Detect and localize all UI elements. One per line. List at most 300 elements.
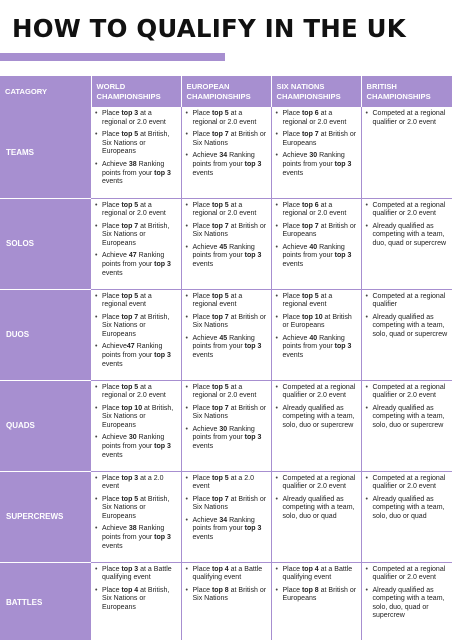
criteria-text: Place xyxy=(102,313,122,321)
criteria-highlight: top 3 xyxy=(244,160,262,168)
criteria-text: Already qualified as competing with a team, duo, quad or supercrew xyxy=(372,222,447,247)
criteria-item xyxy=(93,587,177,613)
criteria-list xyxy=(364,475,449,522)
criteria-text: Place xyxy=(192,565,212,573)
criteria-text: Place xyxy=(282,292,302,300)
criteria-list xyxy=(364,384,449,431)
criteria-item xyxy=(93,202,177,219)
criteria-cell xyxy=(361,289,452,380)
criteria-cell xyxy=(361,471,452,562)
criteria-text: Place xyxy=(192,404,212,412)
criteria-highlight: top 7 xyxy=(211,222,229,230)
criteria-text: Place xyxy=(192,292,212,300)
criteria-text: events xyxy=(102,360,123,368)
criteria-list xyxy=(364,293,449,340)
criteria-cell xyxy=(271,471,361,562)
category-label: SUPERCREWS xyxy=(0,471,91,562)
criteria-item xyxy=(364,202,449,219)
criteria-item xyxy=(93,384,177,401)
criteria-text: at a regional or 2.0 event xyxy=(282,110,347,126)
criteria-text: at a regional or 2.0 event xyxy=(192,110,257,126)
criteria-list xyxy=(184,110,267,178)
criteria-item xyxy=(274,293,357,310)
criteria-text: Place xyxy=(282,131,302,139)
criteria-text: Competed at a regional qualifier or 2.0 event xyxy=(372,565,446,582)
criteria-item xyxy=(274,110,357,127)
criteria-text: Competed at a regional qualifier or 2.0 event xyxy=(282,383,356,400)
criteria-text: Achieve xyxy=(192,425,220,433)
criteria-item xyxy=(184,131,267,148)
criteria-text: events xyxy=(102,542,123,550)
criteria-highlight: top 3 xyxy=(244,343,262,351)
criteria-highlight: top 7 xyxy=(211,131,229,139)
table-body xyxy=(0,107,452,640)
criteria-item xyxy=(274,587,357,604)
criteria-text: Ranking points from your xyxy=(102,252,165,269)
criteria-text: Achieve xyxy=(102,343,127,351)
criteria-item xyxy=(184,223,267,240)
criteria-text: at British or Six Nations xyxy=(192,131,267,147)
criteria-item xyxy=(93,293,177,310)
criteria-list xyxy=(93,566,177,613)
criteria-text: at British or Six Nations xyxy=(192,495,267,512)
criteria-text: events xyxy=(192,534,214,542)
criteria-text: at British, Six Nations or Europeans xyxy=(102,404,174,429)
criteria-item xyxy=(93,223,177,249)
criteria-list xyxy=(274,475,357,522)
criteria-item xyxy=(274,335,357,361)
criteria-list xyxy=(93,110,177,187)
criteria-item xyxy=(93,343,177,369)
criteria-text: Already qualified as competing with a team, solo, duo or supercrew xyxy=(282,404,355,429)
criteria-highlight: 30 xyxy=(128,434,137,442)
criteria-text: Ranking points from your xyxy=(102,343,163,360)
criteria-item xyxy=(184,496,267,513)
criteria-text: Place xyxy=(192,383,212,391)
criteria-highlight: top 3 xyxy=(154,261,171,269)
criteria-text: Place xyxy=(102,292,122,300)
criteria-highlight: top 3 xyxy=(334,343,352,351)
criteria-text: Place xyxy=(192,110,212,117)
criteria-highlight: top 7 xyxy=(211,404,229,412)
criteria-cell xyxy=(271,380,361,471)
criteria-text: at British or Six Nations xyxy=(192,313,267,330)
criteria-highlight: top 3 xyxy=(154,169,171,177)
criteria-text: Place xyxy=(102,131,122,139)
criteria-text: at British, Six Nations or Europeans xyxy=(102,222,170,247)
criteria-highlight: top 7 xyxy=(301,222,319,230)
criteria-list xyxy=(93,475,177,552)
criteria-highlight: top 7 xyxy=(121,313,139,321)
criteria-text: Ranking points from your xyxy=(192,425,255,442)
criteria-highlight: top 5 xyxy=(211,201,229,209)
criteria-cell xyxy=(91,380,181,471)
criteria-text: Place xyxy=(192,222,212,230)
criteria-text: Competed at a regional qualifier or 2.0 event xyxy=(372,474,446,491)
criteria-item xyxy=(93,405,177,431)
criteria-text: events xyxy=(282,169,304,177)
criteria-highlight: top 5 xyxy=(121,201,139,209)
criteria-text: at a regional or 2.0 event xyxy=(102,201,166,218)
criteria-text: at a 2.0 event xyxy=(192,474,254,491)
criteria-highlight: 34 xyxy=(219,152,228,160)
criteria-item xyxy=(184,293,267,310)
criteria-text: Place xyxy=(192,131,212,139)
criteria-item xyxy=(274,314,357,331)
criteria-text: at a Battle qualifying event xyxy=(102,565,172,582)
criteria-text: Place xyxy=(102,222,122,230)
criteria-text: Achieve xyxy=(102,160,129,168)
criteria-item xyxy=(364,384,449,401)
criteria-cell xyxy=(181,380,271,471)
criteria-list xyxy=(274,293,357,361)
criteria-highlight: top 5 xyxy=(121,383,139,391)
criteria-highlight: 38 xyxy=(128,525,137,533)
criteria-text: Ranking points from your xyxy=(192,516,255,533)
criteria-highlight: top 10 xyxy=(121,404,143,412)
table-row xyxy=(0,471,452,562)
criteria-text: at British, Six Nations or Europeans xyxy=(102,495,170,520)
criteria-text: Achieve xyxy=(192,516,220,524)
criteria-list xyxy=(274,384,357,431)
criteria-highlight: 45 xyxy=(219,334,228,342)
criteria-text: Already qualified as competing with a team, solo, duo, quad or supercrew xyxy=(372,586,445,620)
criteria-text: Ranking points from your xyxy=(282,152,345,168)
criteria-text: Place xyxy=(102,495,122,503)
criteria-item xyxy=(184,566,267,583)
criteria-item xyxy=(274,202,357,219)
criteria-highlight: top 6 xyxy=(301,201,319,209)
criteria-cell xyxy=(181,471,271,562)
criteria-text: Place xyxy=(192,495,212,503)
criteria-highlight: top 8 xyxy=(211,586,229,594)
criteria-text: Achieve xyxy=(192,152,220,160)
criteria-text: Ranking points from your xyxy=(102,160,165,177)
criteria-cell xyxy=(361,107,452,198)
criteria-item xyxy=(184,335,267,361)
criteria-text: at a regional or 2.0 event xyxy=(192,383,257,400)
criteria-text: Competed at a regional qualifier xyxy=(372,292,446,309)
criteria-item xyxy=(274,152,357,178)
criteria-text: at a regional or 2.0 event xyxy=(102,110,166,126)
criteria-item xyxy=(184,244,267,270)
criteria-highlight: 45 xyxy=(219,243,228,251)
criteria-text: at British or Europeans xyxy=(282,222,357,239)
criteria-cell xyxy=(271,289,361,380)
criteria-highlight: top 4 xyxy=(211,565,229,573)
criteria-text: Achieve xyxy=(282,243,310,251)
criteria-item xyxy=(184,475,267,492)
criteria-text: Ranking points from your xyxy=(192,334,255,351)
criteria-text: Place xyxy=(102,565,122,573)
column-header-world: WORLD CHAMPIONSHIPS xyxy=(91,76,181,107)
criteria-cell xyxy=(271,198,361,289)
criteria-item xyxy=(364,293,449,310)
criteria-cell xyxy=(271,107,361,198)
criteria-text: Competed at a regional qualifier or 2.0 event xyxy=(372,110,446,126)
criteria-text: at British, Six Nations or Europeans xyxy=(102,586,170,611)
criteria-text: Already qualified as competing with a team, solo, duo or supercrew xyxy=(372,404,445,429)
criteria-list xyxy=(93,293,177,370)
criteria-highlight: 30 xyxy=(219,425,228,433)
criteria-text: Place xyxy=(282,586,302,594)
criteria-item xyxy=(274,131,357,148)
criteria-list xyxy=(184,384,267,452)
criteria-text: Place xyxy=(192,313,212,321)
criteria-highlight: top 7 xyxy=(121,222,139,230)
criteria-highlight: top 7 xyxy=(211,313,229,321)
criteria-item xyxy=(364,587,449,621)
criteria-list xyxy=(274,202,357,270)
criteria-item xyxy=(274,566,357,583)
criteria-highlight: 47 xyxy=(128,252,137,260)
criteria-text: at British or Europeans xyxy=(282,131,357,147)
qualification-table xyxy=(0,76,452,640)
criteria-highlight: top 3 xyxy=(244,525,262,533)
criteria-text: at a regional event xyxy=(192,292,243,309)
criteria-item xyxy=(364,314,449,340)
criteria-text: events xyxy=(102,269,123,277)
criteria-text: Competed at a regional qualifier or 2.0 event xyxy=(372,383,446,400)
criteria-item xyxy=(93,496,177,522)
criteria-list xyxy=(93,384,177,461)
criteria-item xyxy=(184,314,267,331)
criteria-text: at a regional event xyxy=(282,292,333,309)
criteria-highlight: top 8 xyxy=(301,586,319,594)
criteria-text: Place xyxy=(102,383,122,391)
criteria-highlight: top 7 xyxy=(211,495,229,503)
criteria-cell xyxy=(361,562,452,640)
criteria-item xyxy=(274,223,357,240)
criteria-list xyxy=(364,566,449,622)
criteria-text: at a regional or 2.0 event xyxy=(282,201,347,218)
criteria-text: Ranking points from your xyxy=(192,243,255,260)
criteria-cell xyxy=(181,198,271,289)
criteria-text: Place xyxy=(102,474,122,482)
criteria-text: at British, Six Nations or Europeans xyxy=(102,131,170,156)
category-label: QUADS xyxy=(0,380,91,471)
criteria-item xyxy=(93,314,177,340)
criteria-item xyxy=(364,223,449,249)
criteria-highlight: top 5 xyxy=(121,495,139,503)
criteria-list xyxy=(274,566,357,604)
criteria-text: Competed at a regional qualifier or 2.0 event xyxy=(282,474,356,491)
criteria-cell xyxy=(181,107,271,198)
criteria-item xyxy=(93,566,177,583)
criteria-item xyxy=(274,496,357,522)
criteria-highlight: 40 xyxy=(309,243,318,251)
criteria-text: at British or Six Nations xyxy=(192,586,267,603)
criteria-text: events xyxy=(282,352,304,360)
criteria-text: Place xyxy=(102,110,122,117)
criteria-highlight: 34 xyxy=(219,516,228,524)
criteria-text: Achieve xyxy=(192,334,220,342)
criteria-highlight: top 3 xyxy=(121,565,139,573)
criteria-list xyxy=(364,110,449,127)
criteria-text: at a Battle qualifying event xyxy=(282,565,353,582)
criteria-highlight: top 3 xyxy=(334,160,352,168)
criteria-text: Achieve xyxy=(102,434,129,442)
criteria-list xyxy=(274,110,357,178)
criteria-highlight: top 5 xyxy=(211,474,229,482)
criteria-text: events xyxy=(192,443,214,451)
criteria-item xyxy=(184,405,267,422)
table-row xyxy=(0,562,452,640)
criteria-text: at British or Six Nations xyxy=(192,404,267,421)
criteria-highlight: top 6 xyxy=(301,110,319,117)
criteria-cell xyxy=(91,471,181,562)
criteria-highlight: top 3 xyxy=(334,252,352,260)
criteria-item xyxy=(364,566,449,583)
criteria-item xyxy=(184,587,267,604)
criteria-cell xyxy=(181,562,271,640)
criteria-item xyxy=(93,161,177,187)
criteria-item xyxy=(364,110,449,127)
criteria-text: at a regional event xyxy=(102,292,152,309)
criteria-text: Achieve xyxy=(102,525,129,533)
criteria-highlight: top 10 xyxy=(301,313,323,321)
criteria-cell xyxy=(361,380,452,471)
criteria-text: Ranking points from your xyxy=(282,334,345,351)
criteria-text: Already qualified as competing with a team, solo, duo or quad xyxy=(372,495,445,520)
criteria-text: at British, Six Nations or Europeans xyxy=(102,313,170,338)
criteria-highlight: top 7 xyxy=(301,131,319,139)
criteria-highlight: top 3 xyxy=(154,352,171,360)
criteria-text: Ranking points from your xyxy=(192,152,255,168)
criteria-cell xyxy=(271,562,361,640)
criteria-cell xyxy=(91,198,181,289)
criteria-text: Place xyxy=(192,201,212,209)
table-row xyxy=(0,380,452,471)
category-label: DUOS xyxy=(0,289,91,380)
criteria-highlight: top 5 xyxy=(211,292,229,300)
criteria-text: Place xyxy=(102,201,122,209)
criteria-text: at British or Europeans xyxy=(282,313,352,330)
criteria-highlight: top 5 xyxy=(301,292,319,300)
criteria-item xyxy=(274,405,357,431)
criteria-text: Ranking points from your xyxy=(282,243,345,260)
criteria-text: events xyxy=(102,451,123,459)
criteria-text: events xyxy=(192,169,214,177)
criteria-text: events xyxy=(102,178,123,186)
criteria-text: at a 2.0 event xyxy=(102,474,164,491)
criteria-item xyxy=(184,152,267,178)
criteria-highlight: top 5 xyxy=(121,131,139,139)
criteria-highlight: top 3 xyxy=(121,110,139,117)
criteria-item xyxy=(93,131,177,157)
criteria-item xyxy=(93,434,177,460)
criteria-item xyxy=(364,405,449,431)
criteria-cell xyxy=(91,562,181,640)
criteria-highlight: top 5 xyxy=(211,110,229,117)
criteria-item xyxy=(93,525,177,551)
column-header-six-nations: SIX NATIONS CHAMPIONSHIPS xyxy=(271,76,361,107)
criteria-highlight: 38 xyxy=(128,160,137,168)
criteria-text: Achieve xyxy=(282,152,310,160)
criteria-text: Ranking points from your xyxy=(102,525,165,542)
criteria-highlight: top 4 xyxy=(121,586,139,594)
criteria-item xyxy=(184,426,267,452)
table-row xyxy=(0,198,452,289)
criteria-text: Place xyxy=(102,404,122,412)
criteria-list xyxy=(364,202,449,249)
criteria-text: Place xyxy=(192,586,212,594)
column-header-european: EUROPEAN CHAMPIONSHIPS xyxy=(181,76,271,107)
criteria-text: at British or Six Nations xyxy=(192,222,267,239)
criteria-text: Place xyxy=(192,474,212,482)
title-underline xyxy=(0,53,225,61)
criteria-text: at British or Europeans xyxy=(282,586,357,603)
criteria-text: Place xyxy=(282,201,302,209)
criteria-text: Place xyxy=(282,110,302,117)
criteria-cell xyxy=(181,289,271,380)
criteria-list xyxy=(184,566,267,604)
category-label: SOLOS xyxy=(0,198,91,289)
criteria-text: Ranking points from your xyxy=(102,434,165,451)
criteria-text: Already qualified as competing with a team, solo, quad or supercrew xyxy=(372,313,448,338)
criteria-text: Place xyxy=(282,313,302,321)
criteria-list xyxy=(184,293,267,361)
page-title: HOW TO QUALIFY IN THE UK xyxy=(12,14,406,43)
criteria-item xyxy=(93,475,177,492)
criteria-text: at a regional or 2.0 event xyxy=(102,383,166,400)
column-header-category: CATAGORY xyxy=(0,76,91,107)
criteria-list xyxy=(184,475,267,543)
criteria-item xyxy=(364,496,449,522)
criteria-item xyxy=(274,244,357,270)
criteria-item xyxy=(364,475,449,492)
criteria-highlight: top 3 xyxy=(154,443,171,451)
criteria-text: at a Battle qualifying event xyxy=(192,565,263,582)
criteria-text: events xyxy=(192,261,214,269)
table-header-row xyxy=(0,76,452,107)
criteria-item xyxy=(93,110,177,127)
criteria-highlight: top 5 xyxy=(211,383,229,391)
criteria-text: Achieve xyxy=(192,243,220,251)
criteria-item xyxy=(93,252,177,278)
column-header-british: BRITISH CHAMPIONSHIPS xyxy=(361,76,452,107)
criteria-item xyxy=(184,110,267,127)
criteria-text: at a regional or 2.0 event xyxy=(192,201,257,218)
criteria-item xyxy=(184,202,267,219)
criteria-highlight: top 5 xyxy=(121,292,139,300)
criteria-highlight: top 3 xyxy=(244,434,262,442)
criteria-text: Place xyxy=(282,222,302,230)
criteria-cell xyxy=(91,107,181,198)
criteria-text: events xyxy=(192,352,214,360)
criteria-highlight: 30 xyxy=(309,152,318,160)
criteria-text: Achieve xyxy=(282,334,310,342)
criteria-list xyxy=(184,202,267,270)
table-row xyxy=(0,289,452,380)
criteria-text: Competed at a regional qualifier or 2.0 event xyxy=(372,201,446,218)
criteria-highlight: top 3 xyxy=(154,534,171,542)
criteria-item xyxy=(274,475,357,492)
criteria-item xyxy=(184,517,267,543)
criteria-text: Achieve xyxy=(102,252,129,260)
criteria-text: Place xyxy=(282,565,302,573)
criteria-item xyxy=(274,384,357,401)
criteria-list xyxy=(93,202,177,279)
criteria-cell xyxy=(361,198,452,289)
criteria-text: events xyxy=(282,261,304,269)
criteria-highlight: 47 xyxy=(126,343,135,351)
criteria-cell xyxy=(91,289,181,380)
criteria-highlight: top 4 xyxy=(301,565,319,573)
criteria-text: Already qualified as competing with a team, solo, duo or quad xyxy=(282,495,355,520)
category-label: TEAMS xyxy=(0,107,91,198)
criteria-highlight: 40 xyxy=(309,334,318,342)
